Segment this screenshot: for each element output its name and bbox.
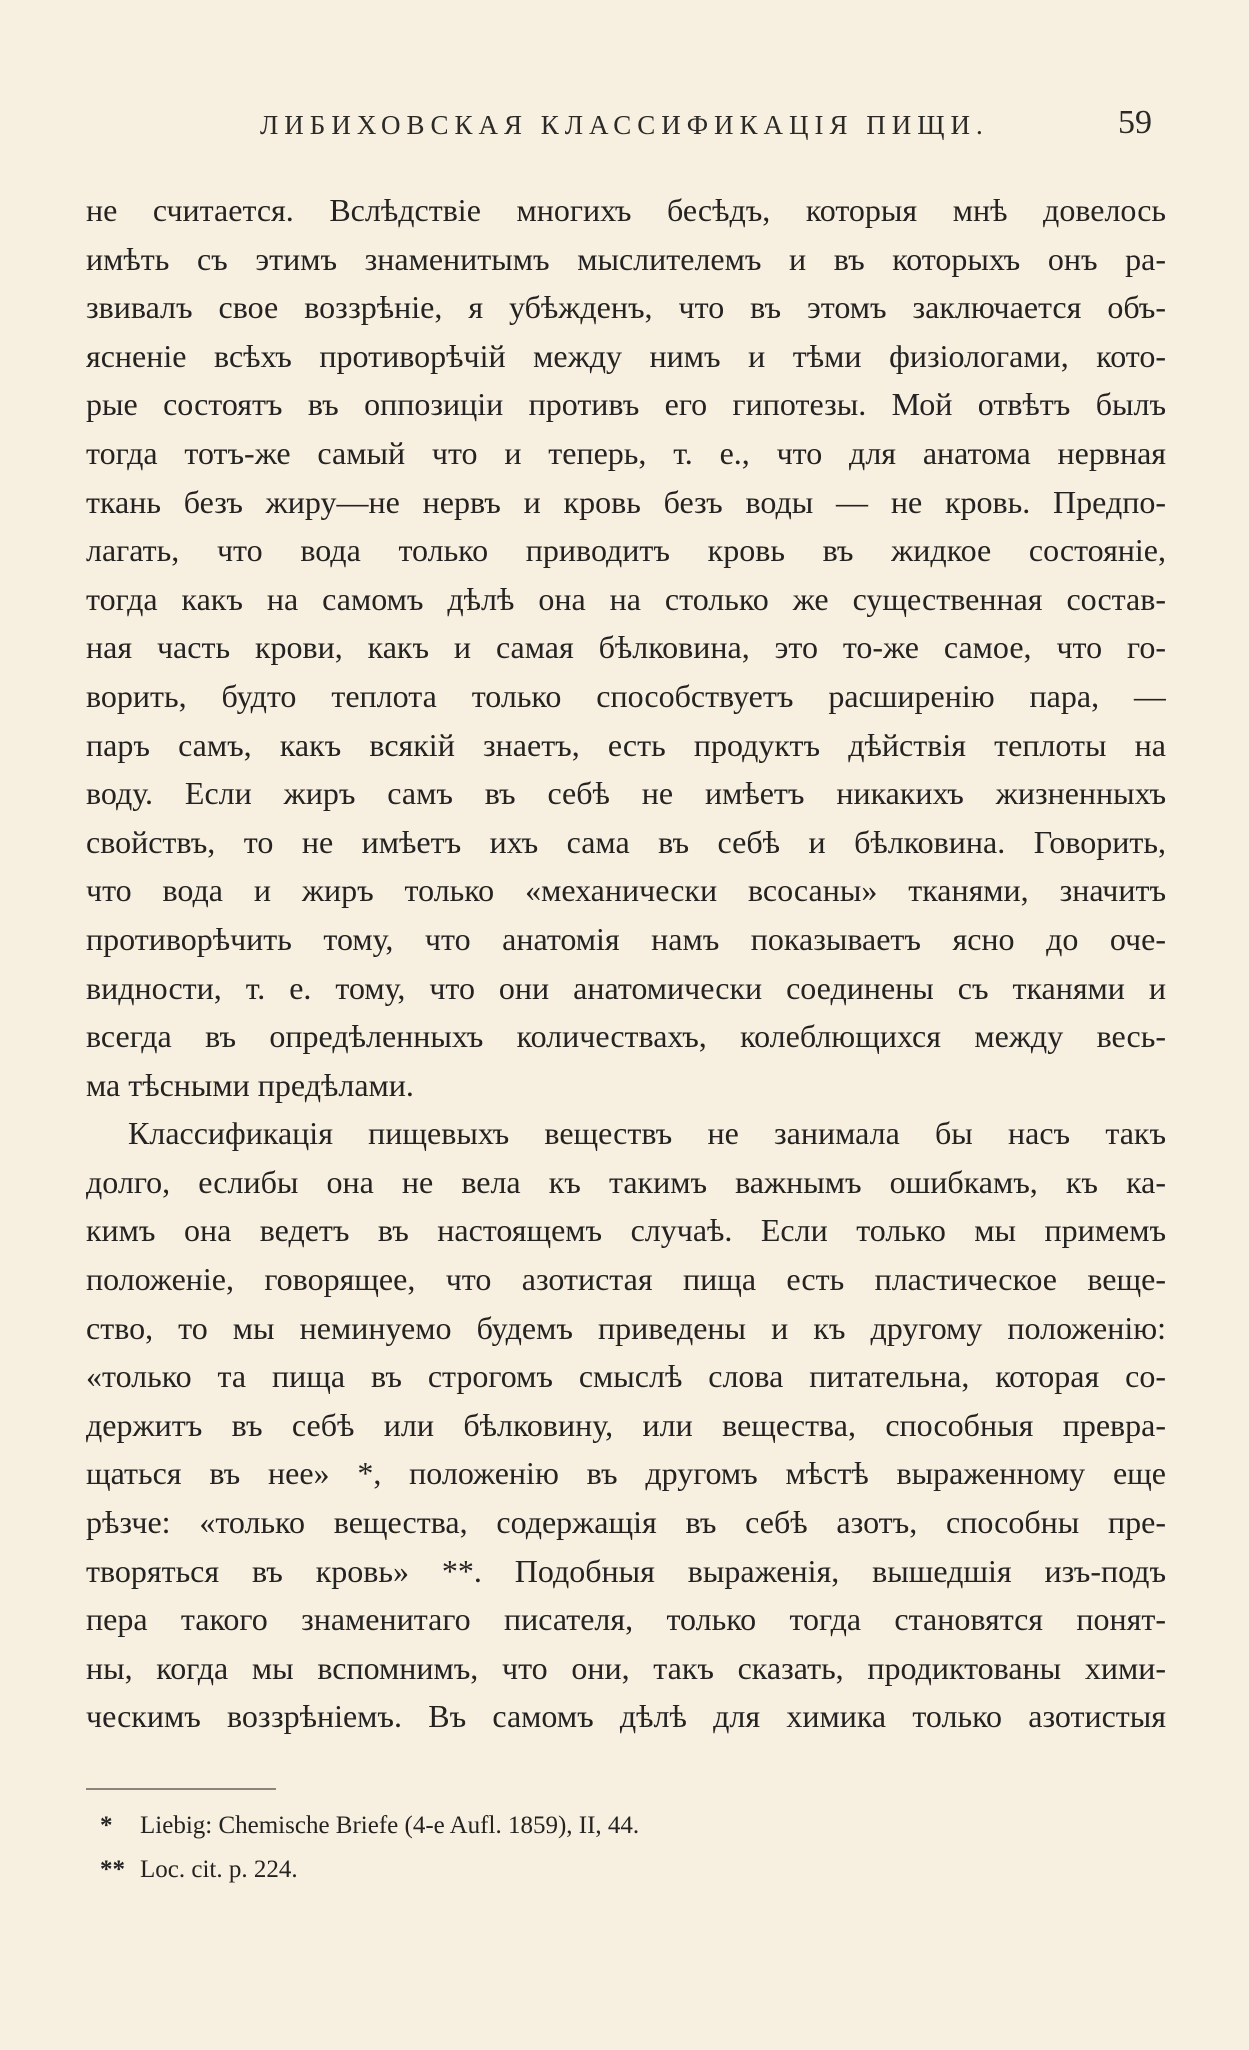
running-head: ЛИБИХОВСКАЯ КЛАССИФИКАЦІЯ ПИЩИ. xyxy=(260,110,989,140)
text-line: творяться въ кровь» **. Подобныя выраженія, вышедшія изъ-подъ xyxy=(86,1552,1166,1589)
text-line: рѣзче: «только вещества, содержащія въ себѣ азотъ, способны пре- xyxy=(86,1504,1166,1541)
text-line: ны, когда мы вспомнимъ, что они, такъ сказать, продиктованы хими- xyxy=(86,1649,1166,1686)
text-line: пера такого знаменитаго писателя, только тогда становятся понят- xyxy=(86,1601,1166,1638)
text-line: рые состоятъ въ оппозиціи противъ его гипотезы. Мой отвѣтъ былъ xyxy=(86,386,1166,423)
text-line: ткань безъ жиру—не нервъ и кровь безъ воды — не кровь. Предпо- xyxy=(86,483,1166,520)
body-text xyxy=(86,186,1166,1741)
text-line: ма тѣсными предѣлами. xyxy=(86,1066,414,1103)
footnote xyxy=(100,1848,1100,1892)
text-line: ворить, будто теплота только способствуетъ расширенію пара, — xyxy=(86,677,1166,714)
text-line: долго, еслибы она не вела къ такимъ важнымъ ошибкамъ, къ ка- xyxy=(86,1163,1166,1200)
text-line: противорѣчить тому, что анатомія намъ показываетъ ясно до оче- xyxy=(86,920,1166,957)
footnote-mark: * xyxy=(100,1812,113,1839)
footnotes xyxy=(100,1804,1100,1892)
text-line: тогда какъ на самомъ дѣлѣ она на столько же существенная состав- xyxy=(86,580,1166,617)
footnote xyxy=(100,1804,1100,1848)
text-line: паръ самъ, какъ всякій знаетъ, есть продуктъ дѣйствія теплоты на xyxy=(86,726,1166,763)
text-line: не считается. Вслѣдствіе многихъ бесѣдъ, которыя мнѣ довелось xyxy=(86,192,1166,228)
text-line: кимъ она ведетъ въ настоящемъ случаѣ. Если только мы примемъ xyxy=(86,1212,1166,1249)
text-line: лагать, что вода только приводитъ кровь въ жидкое состояніе, xyxy=(86,532,1166,569)
text-line: что вода и жиръ только «механически всосаны» тканями, значитъ xyxy=(86,872,1166,909)
page-number: 59 xyxy=(1118,104,1152,141)
text-line: всегда въ опредѣленныхъ количествахъ, колеблющихся между весь- xyxy=(86,1018,1166,1055)
text-line: свойствъ, то не имѣетъ ихъ сама въ себѣ и бѣлковина. Говорить, xyxy=(86,823,1166,860)
text-line: щаться въ нее» *, положенію въ другомъ мѣстѣ выраженному еще xyxy=(86,1455,1166,1492)
text-line: ная часть крови, какъ и самая бѣлковина, это то-же самое, что го- xyxy=(86,629,1166,666)
text-line: имѣть съ этимъ знаменитымъ мыслителемъ и въ которыхъ онъ ра- xyxy=(86,240,1166,277)
text-line: ясненіе всѣхъ противорѣчій между нимъ и тѣми физіологами, кото- xyxy=(86,337,1166,374)
text-line: «только та пища въ строгомъ смыслѣ слова питательна, которая со- xyxy=(86,1358,1166,1395)
footnote-mark: ** xyxy=(100,1856,125,1883)
text-line: тогда тотъ-же самый что и теперь, т. е., что для анатома нервная xyxy=(86,434,1166,471)
footnote-text: Liebig: Chemische Briefe (4-e Aufl. 1859), II, 44. xyxy=(140,1812,640,1839)
text-line: воду. Если жиръ самъ въ себѣ не имѣетъ никакихъ жизненныхъ xyxy=(86,775,1166,812)
text-line: ство, то мы неминуемо будемъ приведены и къ другому положенію: xyxy=(86,1309,1166,1346)
text-line: положеніе, говорящее, что азотистая пища есть пластическое веще- xyxy=(86,1261,1166,1298)
footnote-divider xyxy=(86,1788,276,1790)
text-line: ческимъ воззрѣніемъ. Въ самомъ дѣлѣ для химика только азотистыя xyxy=(86,1698,1166,1735)
footnote-text: Loc. cit. p. 224. xyxy=(140,1856,298,1883)
paragraph-start-line: Классификація пищевыхъ веществъ не занимала бы насъ такъ xyxy=(128,1115,1166,1152)
text-line: держитъ въ себѣ или бѣлковину, или вещества, способныя превра- xyxy=(86,1406,1166,1443)
text-line: видности, т. е. тому, что они анатомически соединены съ тканями и xyxy=(86,969,1166,1006)
text-line: звивалъ свое воззрѣніе, я убѣжденъ, что въ этомъ заключается объ- xyxy=(86,289,1166,326)
